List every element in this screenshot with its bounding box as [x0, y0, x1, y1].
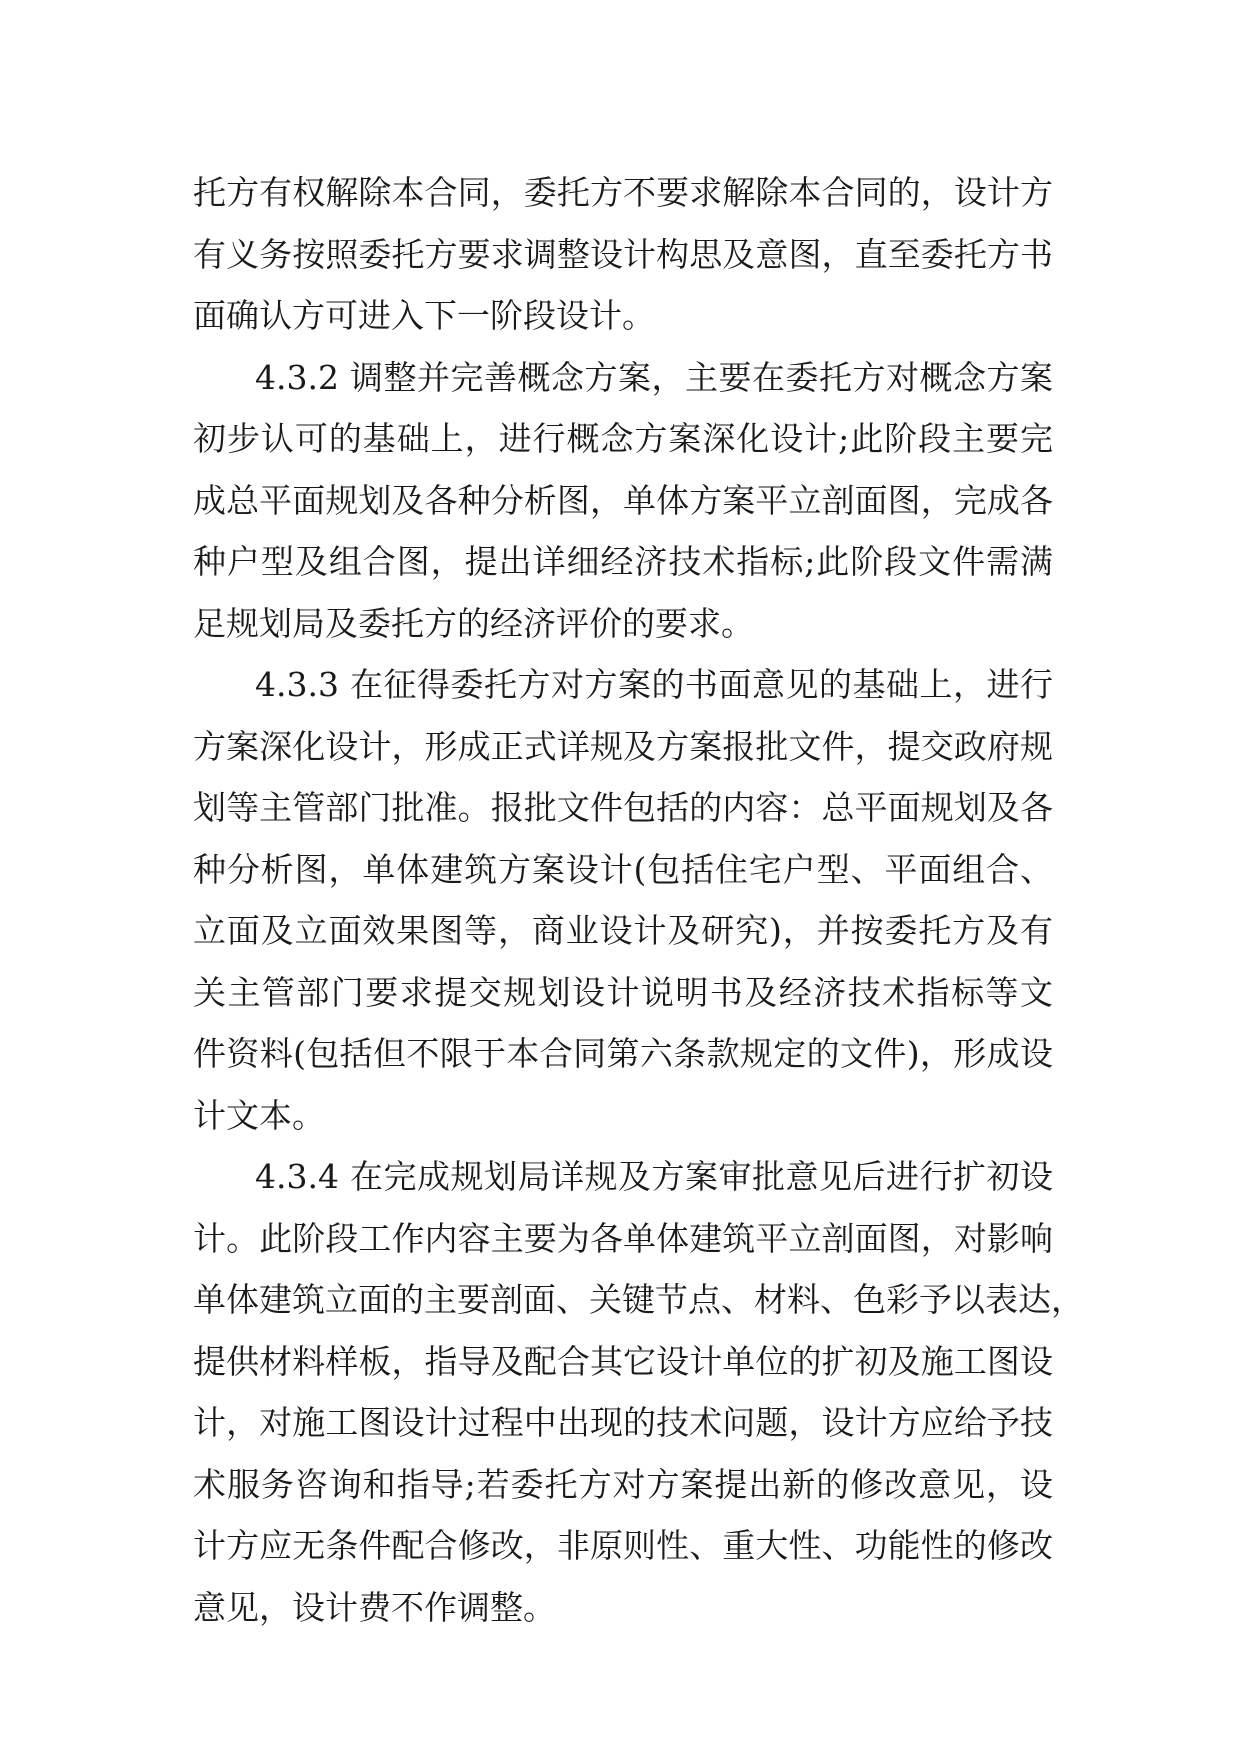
- text-line: 种户型及组合图，提出详细经济技术指标;此阶段文件需满: [193, 542, 1053, 581]
- text-line: 4.3.4 在完成规划局详规及方案审批意见后进行扩初设: [255, 1157, 1053, 1196]
- text-line: 术服务咨询和指导;若委托方对方案提出新的修改意见，设: [193, 1464, 1053, 1504]
- body-text: [193, 162, 1084, 1638]
- text-line: 件资料(包括但不限于本合同第六条款规定的文件)，形成设: [193, 1034, 1053, 1073]
- text-line: 成总平面规划及各种分析图，单体方案平立剖面图，完成各: [193, 480, 1053, 520]
- text-line: 划等主管部门批准。报批文件包括的内容：总平面规划及各: [193, 788, 1053, 827]
- text-line: 单体建筑立面的主要剖面、关键节点、材料、色彩予以表达，: [193, 1280, 1084, 1319]
- text-line: 种分析图，单体建筑方案设计(包括住宅户型、平面组合、: [193, 849, 1053, 889]
- text-line: 初步认可的基础上，进行概念方案深化设计;此阶段主要完: [193, 419, 1053, 458]
- text-line: 计方应无条件配合修改，非原则性、重大性、功能性的修改: [193, 1526, 1053, 1565]
- paragraph-continued: [193, 162, 1053, 347]
- text-line: 有义务按照委托方要求调整设计构思及意图，直至委托方书: [193, 234, 1053, 274]
- paragraph-4-3-3: [193, 654, 1053, 1146]
- text-line: 4.3.3 在征得委托方对方案的书面意见的基础上，进行: [255, 665, 1053, 704]
- text-line: 计，对施工图设计过程中出现的技术问题，设计方应给予技: [193, 1403, 1053, 1442]
- text-line: 立面及立面效果图等，商业设计及研究)，并按委托方及有: [193, 911, 1053, 950]
- text-line: 关主管部门要求提交规划设计说明书及经济技术指标等文: [193, 972, 1053, 1012]
- text-line: 提供材料样板，指导及配合其它设计单位的扩初及施工图设: [193, 1341, 1053, 1381]
- text-line: 面确认方可进入下一阶段设计。: [193, 296, 655, 335]
- text-line: 4.3.2 调整并完善概念方案，主要在委托方对概念方案: [255, 357, 1053, 397]
- text-line: 计。此阶段工作内容主要为各单体建筑平立剖面图，对影响: [193, 1218, 1053, 1258]
- text-line: 意见，设计费不作调整。: [193, 1587, 556, 1627]
- paragraph-4-3-4: [193, 1146, 1084, 1638]
- text-line: 计文本。: [193, 1095, 325, 1135]
- text-line: 足规划局及委托方的经济评价的要求。: [193, 603, 754, 643]
- paragraph-4-3-2: [193, 347, 1053, 655]
- text-line: 托方有权解除本合同，委托方不要求解除本合同的，设计方: [193, 173, 1053, 212]
- text-line: 方案深化设计，形成正式详规及方案报批文件，提交政府规: [193, 726, 1053, 766]
